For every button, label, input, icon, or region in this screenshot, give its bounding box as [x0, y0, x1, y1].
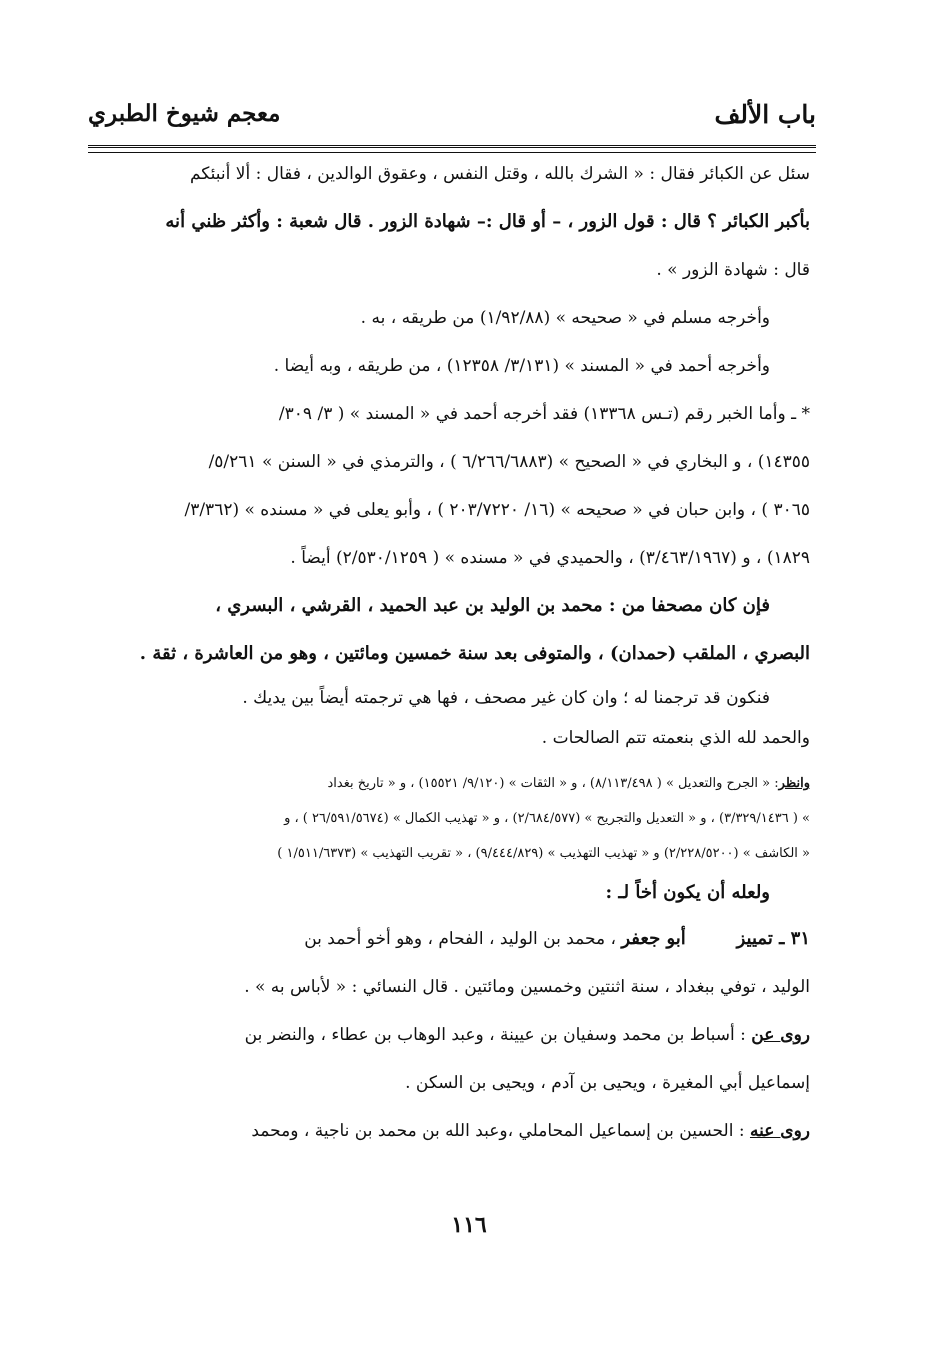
entry-intro: ولعله أن يكون أخاً لـ :: [605, 882, 770, 903]
chapter-title: باب الألف: [714, 100, 816, 129]
footnote-text: : « الجرح والتعديل » ( ٨/١١٣/٤٩٨) ، و « الثقات » (٩/١٢٠/ ١٥٥٢١) ، و « تاريخ بغداد: [327, 776, 779, 791]
text-line: قال : شهادة الزور » .: [656, 260, 810, 280]
rawa-an-line: [88, 1011, 810, 1059]
entry-number: ٣١ ـ تمييز: [736, 928, 810, 949]
footnote-line: » ( ٣/٣٢٩/١٤٣٦) ، و « التعديل والتجريح » (٢/٦٨٤/٥٧٧) ، و « تهذيب الكمال » (٢٦/٥٩١/٥٦٧٤ ) ، و: [284, 811, 810, 826]
text-line: ٣٠٦٥ ) ، وابن حبان في « صحيحه » (١٦/ ٢٠٣/٧٢٢٠ ) ، وأبو يعلى في « مسنده » (٣/٣٦٢/: [184, 500, 810, 520]
text-line: فنكون قد ترجمنا له ؛ وان كان غير مصحف ، فها هي ترجمته أيضاً بين يديك .: [242, 688, 770, 708]
entry-heading-line: [88, 915, 810, 963]
rawa-anhu-label: روى عنه: [749, 1121, 810, 1141]
text-line: إسماعيل أبي المغيرة ، ويحيى بن آدم ، ويحيى بن السكن .: [405, 1073, 810, 1093]
page-number: ١١٦: [451, 1212, 487, 1238]
entry-kunya: أبو جعفر: [621, 928, 686, 949]
page-body: [88, 150, 810, 1155]
text-line: سئل عن الكبائر فقال : « الشرك بالله ، وقتل النفس ، وعقوق الوالدين ، فقال : ألا أنبئكم: [189, 164, 810, 184]
rawa-an-label: روى عن: [751, 1025, 810, 1045]
text-line: ١٤٣٥٥) ، و البخاري في « الصحيح » (٦/٢٦٦/٦٨٨٣ ) ، والترمذي في « السنن » ٥/٢٦١/: [208, 452, 810, 472]
text-line: وأخرجه مسلم في « صحيحه » (١/٩٢/٨٨) من طريقه ، به .: [360, 308, 770, 328]
text-line: * ـ وأما الخبر رقم (تـس ١٣٣٦٨) فقد أخرجه أحمد في « المسند » ( ٣/ ٣٠٩/: [278, 404, 810, 424]
footnote-line: [88, 766, 810, 801]
text-line: وأخرجه أحمد في « المسند » (٣/١٣١/ ١٢٣٥٨) ، من طريقه ، وبه أيضا .: [273, 356, 770, 376]
text-line: ١٨٢٩) ، و (٣/٤٦٣/١٩٦٧) ، والحميدي في « مسنده » ( ٢/٥٣٠/١٢٥٩) أيضاً .: [290, 548, 810, 568]
text-line: والحمد لله الذي بنعمته تتم الصالحات .: [541, 728, 810, 748]
footnote-line: « الكاشف » (٢/٢٢٨/٥٢٠٠) و « تهذيب التهذيب » (٩/٤٤٤/٨٢٩) ، « تقريب التهذيب » (١/٥١١/٦٣٧٣ ): [277, 846, 810, 861]
book-title: معجم شيوخ الطبري: [88, 100, 281, 127]
text-line: الوليد ، توفي ببغداد ، سنة اثنتين وخمسين ومائتين . قال النسائي : « لأباس به » .: [244, 977, 810, 997]
text-line: فإن كان مصحفا من : محمد بن الوليد بن عبد الحميد ، القرشي ، البسري ،: [215, 595, 770, 616]
rawa-anhu-line: [88, 1107, 810, 1155]
text-line: بأكبر الكبائر ؟ قال : قول الزور ، – أو قال :– شهادة الزور . قال شعبة : وأكثر ظني أنه: [165, 211, 810, 232]
text-line: البصري ، الملقب (حمدان) ، والمتوفى بعد سنة خمسين ومائتين ، وهو من العاشرة ، ثقة .: [139, 643, 810, 664]
footnote-label: وانظر: [778, 776, 810, 791]
entry-text: ، محمد بن الوليد ، الفحام ، وهو أخو أحمد بن: [304, 929, 616, 949]
running-header: [88, 92, 816, 140]
rawa-an-text: : أسباط بن محمد وسفيان بن عيينة ، وعبد الوهاب بن عطاء ، والنضر بن: [244, 1025, 746, 1045]
rawa-anhu-text: : الحسين بن إسماعيل المحاملي ،وعبد الله بن محمد بن ناجية ، ومحمد: [251, 1121, 745, 1141]
